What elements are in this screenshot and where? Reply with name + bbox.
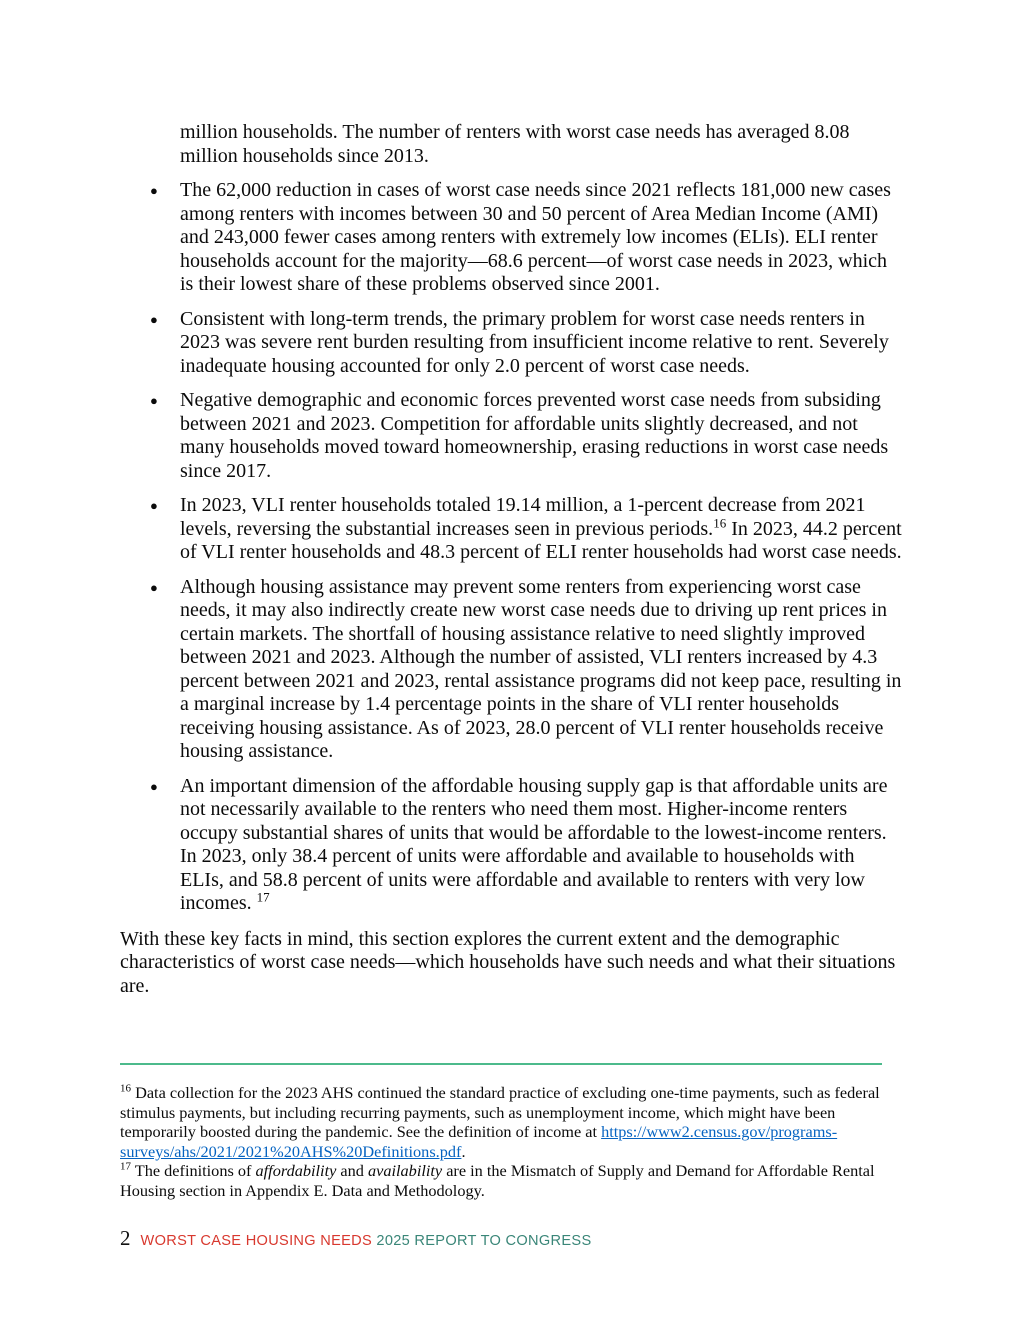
bullet-indent-spacer	[120, 121, 180, 168]
footer-report-suffix: 2025 REPORT TO CONGRESS	[376, 1233, 592, 1249]
link-text-segment: https://www2.census.gov/programs-	[601, 1122, 838, 1142]
italic-term-affordability: affordability	[255, 1161, 337, 1181]
bullet-icon: ●	[150, 183, 158, 198]
bullet-text: Consistent with long-term trends, the primary problem for worst case needs renters in 2023 was severe rent burden resulting from insufficient income relative to rent. Severely inadequate housing accounted for only 2.0 percent of worst case needs.	[180, 307, 889, 377]
footer-report-title: WORST CASE HOUSING NEEDS	[140, 1233, 377, 1249]
bullet-icon: ●	[150, 579, 158, 595]
bullet-item-vli-households	[120, 494, 902, 565]
footnote-17-text: and	[336, 1161, 368, 1181]
footnote-17	[120, 1161, 902, 1200]
footnote-16-text: Data collection for the 2023 AHS continued the standard practice of excluding one-time payments, such as federal stimulus payments, but including recurring payments, such as unemployment income, which might have been temporarily boosted during the pandemic. See the definition of income at	[120, 1083, 880, 1142]
paragraph-text: million households. The number of renters with worst case needs has averaged 8.08 million households since 2013.	[180, 121, 850, 167]
bullet-text	[180, 775, 902, 916]
bullet-icon: ●	[150, 311, 158, 327]
bullet-item-housing-assistance	[120, 576, 902, 764]
footnote-block	[120, 1063, 902, 1201]
link-text-segment: surveys/ahs/2021/2021%20AHS%20Definitions.pdf	[120, 1141, 462, 1161]
body-text-column	[120, 121, 902, 998]
bullet-item-demographic-forces	[120, 389, 902, 483]
bullet-text: Negative demographic and economic forces prevented worst case needs from subsiding between 2021 and 2023. Competition for affordable units slightly decreased, and not many households moved toward homeownership, erasing reductions in worst case needs since 2017.	[180, 389, 889, 482]
bullet-item-reduction-cases	[120, 179, 902, 297]
bullet-text-segment: An important dimension of the affordable housing supply gap is that affordable units are not necessarily available to the renters who need them most. Higher-income renters occupy substantial shares of units that would be affordable to the lowest-income renters. In 2023, only 38.4 percent of units were affordable and available to households with ELIs, and 58.8 percent of units were affordable and available to renters with very low incomes.	[180, 774, 888, 914]
bullet-text-segment: In 2023, 44.2 percent of VLI renter households and 48.3 percent of ELI renter households had worst case needs.	[180, 517, 902, 563]
bullet-text-segment: In 2023, VLI renter households totaled 19.14 million, a 1-percent decrease from 2021 levels, reversing the substantial increases seen in previous periods.	[180, 494, 866, 540]
footnote-separator-line	[120, 1063, 882, 1065]
bullet-text: The 62,000 reduction in cases of worst case needs since 2021 reflects 181,000 new cases among renters with incomes between 30 and 50 percent of Area Median Income (AMI) and 243,000 fewer cases among renters with extremely low incomes (ELIs). ELI renter households account for the majority—68.6 percent—of worst case needs in 2023, which is their lowest share of these problems observed since 2001.	[180, 179, 891, 295]
bullet-item-rent-burden	[120, 308, 902, 379]
footnote-ref-17: 17	[256, 889, 270, 905]
bullet-text	[180, 494, 902, 565]
footnote-16-period: .	[461, 1141, 466, 1161]
closing-paragraph: With these key facts in mind, this section explores the current extent and the demographic characteristics of worst case needs—which households have such needs and what their situations are.	[120, 927, 896, 997]
footnotes	[120, 1083, 902, 1201]
footnote-ref-16: 16	[713, 514, 727, 530]
footnote-17-text: are in the Mismatch of Supply and Demand for Affordable Rental Housing section in Appendix E. Data and Methodology.	[120, 1161, 875, 1200]
bullet-item-supply-gap	[120, 775, 902, 916]
page-footer	[120, 1226, 591, 1251]
page-number: 2	[120, 1226, 131, 1250]
footnote-17-text: The definitions of	[131, 1161, 256, 1181]
italic-term-availability: availability	[367, 1161, 443, 1181]
bullet-icon: ●	[150, 393, 158, 408]
intro-continuation-paragraph	[120, 121, 902, 168]
footnote-16	[120, 1083, 902, 1161]
bullet-icon: ●	[150, 498, 158, 513]
footnote-17-number: 17	[120, 1160, 131, 1173]
footnote-16-number: 16	[120, 1082, 131, 1095]
bullet-icon: ●	[150, 778, 158, 794]
bullet-text: Although housing assistance may prevent some renters from experiencing worst case needs, it may also indirectly create new worst case needs due to driving up rent prices in certain markets. The shortfall of housing assistance relative to need slightly improved between 2021 and 2023. Although the number of assisted, VLI renters increased by 4.3 percent between 2021 and 2023, rental assistance programs did not keep pace, resulting in a marginal increase by 1.4 percentage points in the share of VLI renter households receiving housing assistance. As of 2023, 28.0 percent of VLI renter households receive housing assistance.	[180, 575, 902, 762]
